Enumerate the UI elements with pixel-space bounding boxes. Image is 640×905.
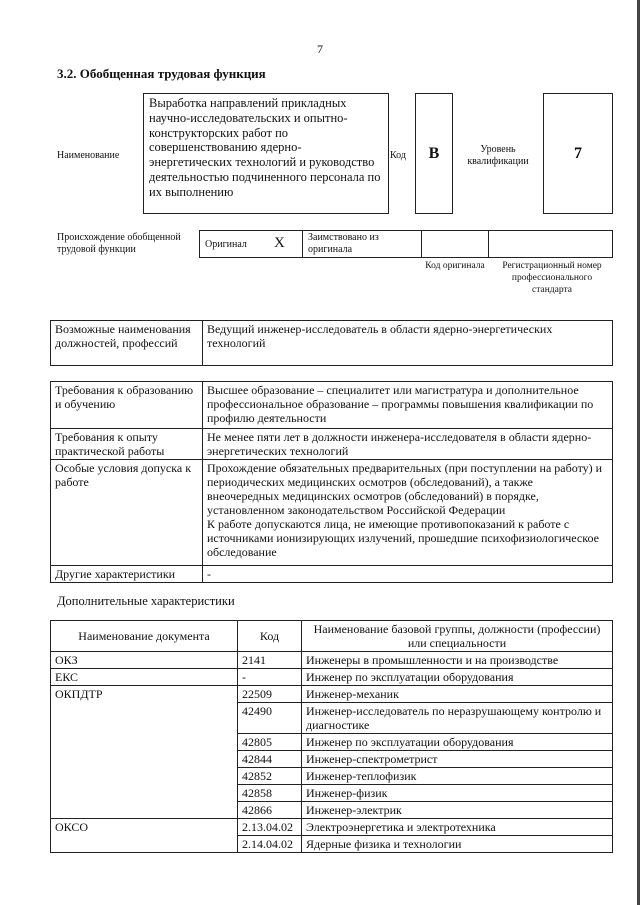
requirement-row	[51, 460, 613, 566]
row-code: 2.14.04.02	[238, 836, 302, 853]
borrowed-cell	[302, 230, 422, 258]
requirement-value: -	[203, 566, 613, 583]
requirement-value: Прохождение обязательных предварительных (при поступлении на работу) и периодических медицинских осмотров (обследований), а также внеочередных медицинских осмотров (обследований) в порядке, установленном законодательством Российской Федерации	[207, 461, 603, 517]
section-title: 3.2. Обобщенная трудовая функция	[57, 66, 266, 81]
positions-table	[50, 320, 613, 366]
row-name: Инженер-спектрометрист	[302, 751, 613, 768]
row-code: 22509	[238, 686, 302, 703]
page-number: 7	[317, 42, 323, 56]
requirement-value-extra: К работе допускаются лица, не имеющие противопоказаний к работе с источниками ионизирующих излучений, прошедшие психофизиологическое обследование	[207, 517, 599, 559]
row-name: Электроэнергетика и электротехника	[302, 819, 613, 836]
function-name-value: Выработка направлений прикладных научно-исследовательских и опытно-конструкторских работ по совершенствованию ядерно-энергетических технологий и руководство деятельностью подчиненного персонала по их выполнению	[149, 96, 381, 199]
requirement-label: Другие характеристики	[51, 566, 203, 583]
row-name: Инженер-электрик	[302, 802, 613, 819]
row-code: 42844	[238, 751, 302, 768]
borrowed-label: Заимствовано из оригинала	[308, 232, 379, 255]
requirement-label: Требования к образованию и обучению	[51, 382, 203, 429]
requirement-label: Требования к опыту практической работы	[51, 429, 203, 460]
row-code: -	[238, 669, 302, 686]
table-row	[51, 669, 613, 686]
requirement-value: Высшее образование – специалитет или магистратура и дополнительное профессиональное образование – программы повышения квалификации по профилю деятельности	[203, 382, 613, 429]
positions-value: Ведущий инженер-исследователь в области ядерно-энергетических технологий	[203, 321, 613, 366]
header-name: Наименование базовой группы, должности (профессии) или специальности	[302, 621, 613, 652]
requirement-value: Не менее пяти лет в должности инженера-исследователя в области ядерно-энергетических технологий	[203, 429, 613, 460]
origin-label: Происхождение обобщенной трудовой функции	[57, 232, 181, 255]
code-value: B	[428, 144, 440, 162]
additional-title: Дополнительные характеристики	[57, 594, 235, 608]
code-original-caption: Код оригинала	[425, 261, 485, 271]
code-original-cell	[421, 230, 489, 258]
row-name: Ядерные физика и технологии	[302, 836, 613, 853]
table-row	[51, 819, 613, 836]
level-value: 7	[574, 144, 582, 162]
row-code: 2.13.04.02	[238, 819, 302, 836]
row-code: 42852	[238, 768, 302, 785]
reg-number-caption: Регистрационный номер профессионального стандарта	[502, 261, 602, 295]
row-doc: ОКЗ	[51, 652, 238, 669]
requirement-label: Особые условия допуска к работе	[51, 460, 203, 566]
reg-number-cell	[488, 230, 613, 258]
header-code: Код	[238, 621, 302, 652]
header-document: Наименование документа	[51, 621, 238, 652]
level-label: Уровень квалификации	[467, 144, 529, 167]
table-row	[51, 652, 613, 669]
additional-table	[50, 620, 613, 853]
row-code: 42805	[238, 734, 302, 751]
row-name: Инженер-исследователь по неразрушающему контролю и диагностике	[302, 703, 613, 734]
function-name-box	[143, 93, 389, 214]
row-doc: ЕКС	[51, 669, 238, 686]
requirement-row	[51, 566, 613, 583]
row-code: 42866	[238, 802, 302, 819]
row-name: Инженеры в промышленности и на производстве	[302, 652, 613, 669]
additional-header-row	[51, 621, 613, 652]
code-box	[415, 93, 453, 214]
original-mark: X	[274, 235, 285, 251]
code-label: Код	[390, 150, 406, 161]
row-doc: ОКСО	[51, 819, 238, 853]
function-name-label: Наименование	[57, 150, 120, 161]
requirement-row	[51, 382, 613, 429]
requirement-row	[51, 429, 613, 460]
original-cell	[199, 230, 303, 258]
level-box	[543, 93, 613, 214]
row-name: Инженер-теплофизик	[302, 768, 613, 785]
original-label: Оригинал	[205, 239, 247, 250]
table-row	[51, 686, 613, 703]
row-doc: ОКПДТР	[51, 686, 238, 819]
row-code: 42490	[238, 703, 302, 734]
requirements-table	[50, 381, 613, 583]
row-code: 42858	[238, 785, 302, 802]
row-name: Инженер по эксплуатации оборудования	[302, 734, 613, 751]
row-name: Инженер по эксплуатации оборудования	[302, 669, 613, 686]
row-code: 2141	[238, 652, 302, 669]
row-name: Инженер-механик	[302, 686, 613, 703]
positions-label: Возможные наименования должностей, профессий	[51, 321, 203, 366]
row-name: Инженер-физик	[302, 785, 613, 802]
requirement-value-cell	[203, 460, 613, 566]
